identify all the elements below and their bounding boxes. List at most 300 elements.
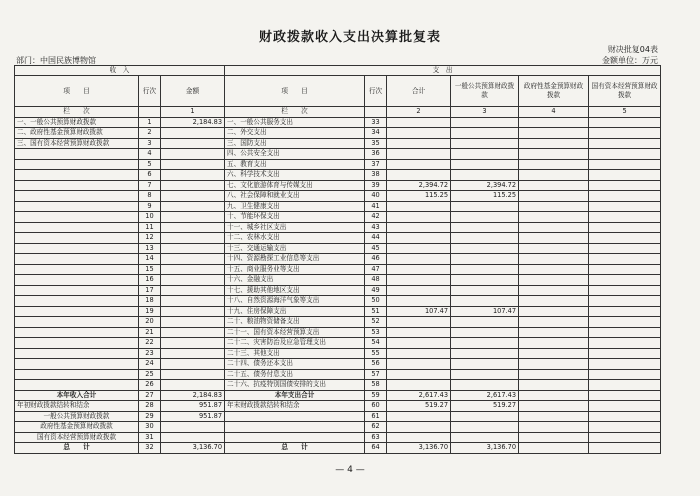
col-general-budget: 一般公共预算财政拨款 [451, 76, 519, 107]
expense-total-cell: 107.47 [387, 306, 451, 317]
expense-state-cell [589, 149, 661, 160]
expense-general-cell: 115.25 [451, 191, 519, 202]
expense-fund-cell [519, 411, 589, 422]
income-amount-cell [161, 159, 225, 170]
expense-general-cell [451, 212, 519, 223]
income-amount-cell: 3,136.70 [161, 443, 225, 454]
expense-general-cell [451, 380, 519, 391]
income-item-cell [15, 149, 139, 160]
income-item-cell: 国有资本经营预算财政拨款 [15, 432, 139, 443]
income-item-cell: 总 计 [15, 443, 139, 454]
income-line-cell: 29 [139, 411, 161, 422]
expense-state-cell [589, 233, 661, 244]
income-item-cell [15, 201, 139, 212]
income-line-cell: 11 [139, 222, 161, 233]
expense-line-cell: 44 [365, 233, 387, 244]
income-amount-cell [161, 296, 225, 307]
income-item-cell: 二、政府性基金预算财政拨款 [15, 128, 139, 139]
income-item-cell [15, 254, 139, 265]
income-line-cell: 4 [139, 149, 161, 160]
expense-general-cell: 519.27 [451, 401, 519, 412]
income-item-cell [15, 306, 139, 317]
expense-general-cell [451, 170, 519, 181]
expense-item-cell: 九、卫生健康支出 [225, 201, 365, 212]
expense-item-cell: 十四、资源勘探工业信息等支出 [225, 254, 365, 265]
expense-general-cell: 3,136.70 [451, 443, 519, 454]
income-item-cell [15, 275, 139, 286]
expense-item-cell: 二十四、债务还本支出 [225, 359, 365, 370]
income-amount-cell [161, 369, 225, 380]
expense-general-cell: 2,394.72 [451, 180, 519, 191]
expense-state-cell [589, 170, 661, 181]
income-item-cell [15, 317, 139, 328]
expense-total-cell: 519.27 [387, 401, 451, 412]
index-c3: 3 [451, 107, 519, 118]
expense-total-cell [387, 432, 451, 443]
table-row [15, 359, 661, 370]
income-amount-cell [161, 243, 225, 254]
income-line-cell: 7 [139, 180, 161, 191]
income-line-cell: 32 [139, 443, 161, 454]
income-item-cell [15, 243, 139, 254]
expense-total-cell [387, 170, 451, 181]
income-item-cell [15, 359, 139, 370]
income-item-cell [15, 191, 139, 202]
expense-general-cell [451, 359, 519, 370]
income-item-cell [15, 380, 139, 391]
expense-item-cell: 五、教育支出 [225, 159, 365, 170]
expense-item-cell: 十二、农林水支出 [225, 233, 365, 244]
expense-item-cell: 总 计 [225, 443, 365, 454]
expense-line-cell: 59 [365, 390, 387, 401]
expense-item-cell: 二十三、其他支出 [225, 348, 365, 359]
income-item-cell [15, 348, 139, 359]
expense-fund-cell [519, 380, 589, 391]
expense-state-cell [589, 159, 661, 170]
income-line-cell: 21 [139, 327, 161, 338]
col-fund-budget: 政府性基金预算财政拨款 [519, 76, 589, 107]
expense-general-cell [451, 275, 519, 286]
col-income-line: 行次 [139, 76, 161, 107]
expense-general-cell [451, 201, 519, 212]
expense-fund-cell [519, 233, 589, 244]
table-row [15, 201, 661, 212]
income-item-cell [15, 222, 139, 233]
income-amount-cell [161, 422, 225, 433]
income-amount-cell [161, 212, 225, 223]
table-row [15, 380, 661, 391]
expense-total-cell [387, 117, 451, 128]
income-line-cell: 17 [139, 285, 161, 296]
expense-general-cell [451, 317, 519, 328]
expense-fund-cell [519, 275, 589, 286]
expense-fund-cell [519, 117, 589, 128]
table-row [15, 422, 661, 433]
table-row [15, 149, 661, 160]
expense-general-cell [451, 254, 519, 265]
form-code: 财决批复04表 [607, 45, 658, 54]
income-item-cell: 政府性基金预算财政拨款 [15, 422, 139, 433]
income-amount-cell: 2,184.83 [161, 390, 225, 401]
expense-line-cell: 40 [365, 191, 387, 202]
expense-total-cell: 3,136.70 [387, 443, 451, 454]
expense-state-cell [589, 212, 661, 223]
income-line-cell: 25 [139, 369, 161, 380]
expense-fund-cell [519, 222, 589, 233]
expense-item-cell: 十八、自然资源海洋气象等支出 [225, 296, 365, 307]
expense-item-cell: 年末财政拨款结转和结余 [225, 401, 365, 412]
expense-state-cell [589, 348, 661, 359]
expense-fund-cell [519, 201, 589, 212]
expense-item-cell: 二十六、抗疫特别国债安排的支出 [225, 380, 365, 391]
table-row [15, 285, 661, 296]
column-header-row [15, 76, 661, 107]
expense-fund-cell [519, 149, 589, 160]
expense-general-cell: 2,617.43 [451, 390, 519, 401]
department-label: 部门：中国民族博物馆 [16, 56, 96, 65]
table-row [15, 432, 661, 443]
expense-fund-cell [519, 369, 589, 380]
expense-general-cell [451, 128, 519, 139]
expense-general-cell [451, 264, 519, 275]
expense-item-cell: 二十、粮油物资储备支出 [225, 317, 365, 328]
expense-fund-cell [519, 443, 589, 454]
income-item-cell [15, 212, 139, 223]
expense-state-cell [589, 317, 661, 328]
expense-general-cell [451, 149, 519, 160]
expense-line-cell: 60 [365, 401, 387, 412]
income-item-cell: 一、一般公共预算财政拨款 [15, 117, 139, 128]
expense-total-cell [387, 201, 451, 212]
income-item-cell: 三、国有资本经营预算财政拨款 [15, 138, 139, 149]
expense-line-cell: 49 [365, 285, 387, 296]
expense-fund-cell [519, 296, 589, 307]
unit-label: 金额单位：万元 [602, 56, 658, 65]
income-item-cell [15, 264, 139, 275]
index-c5: 5 [589, 107, 661, 118]
expense-item-cell: 十五、商业服务业等支出 [225, 264, 365, 275]
table-row [15, 180, 661, 191]
income-amount-cell: 951.87 [161, 411, 225, 422]
expense-state-cell [589, 338, 661, 349]
expense-item-cell: 十三、交通运输支出 [225, 243, 365, 254]
table-row [15, 233, 661, 244]
expense-fund-cell [519, 254, 589, 265]
table-row [15, 264, 661, 275]
income-item-cell: 本年收入合计 [15, 390, 139, 401]
expense-general-cell [451, 243, 519, 254]
income-amount-cell: 2,184.83 [161, 117, 225, 128]
table-row [15, 191, 661, 202]
expense-general-cell [451, 117, 519, 128]
income-line-cell: 31 [139, 432, 161, 443]
expense-total-cell [387, 138, 451, 149]
expense-line-cell: 58 [365, 380, 387, 391]
expense-line-cell: 53 [365, 327, 387, 338]
income-amount-cell [161, 149, 225, 160]
expense-line-cell: 37 [365, 159, 387, 170]
expense-line-cell: 64 [365, 443, 387, 454]
expense-line-cell: 55 [365, 348, 387, 359]
expense-state-cell [589, 285, 661, 296]
page-title: 财政拨款收入支出决算批复表 [258, 30, 441, 45]
income-amount-cell [161, 170, 225, 181]
expense-state-cell [589, 306, 661, 317]
page-number: — 4 — [335, 465, 365, 475]
expense-state-cell [589, 369, 661, 380]
table-row [15, 128, 661, 139]
income-line-cell: 8 [139, 191, 161, 202]
income-item-cell [15, 285, 139, 296]
expense-state-cell [589, 201, 661, 212]
income-line-cell: 9 [139, 201, 161, 212]
income-line-cell: 6 [139, 170, 161, 181]
income-line-cell: 15 [139, 264, 161, 275]
expense-line-cell: 62 [365, 422, 387, 433]
income-amount-cell [161, 380, 225, 391]
expense-general-cell [451, 222, 519, 233]
expense-total-cell [387, 285, 451, 296]
expense-total-cell [387, 149, 451, 160]
expense-state-cell [589, 296, 661, 307]
expense-total-cell [387, 222, 451, 233]
expense-total-cell [387, 233, 451, 244]
expense-total-cell [387, 159, 451, 170]
income-line-cell: 14 [139, 254, 161, 265]
income-line-cell: 5 [139, 159, 161, 170]
expense-fund-cell [519, 180, 589, 191]
expense-item-cell [225, 411, 365, 422]
expense-state-cell [589, 117, 661, 128]
income-amount-cell: 951.87 [161, 401, 225, 412]
income-line-cell: 30 [139, 422, 161, 433]
expense-line-cell: 48 [365, 275, 387, 286]
expense-state-cell [589, 191, 661, 202]
expense-line-cell: 38 [365, 170, 387, 181]
income-line-cell: 27 [139, 390, 161, 401]
income-line-cell: 16 [139, 275, 161, 286]
income-line-cell: 2 [139, 128, 161, 139]
expense-item-cell: 十六、金融支出 [225, 275, 365, 286]
table-row [15, 222, 661, 233]
expense-total-cell: 2,394.72 [387, 180, 451, 191]
income-line-cell: 19 [139, 306, 161, 317]
table-row [15, 390, 661, 401]
expense-item-cell: 二、外交支出 [225, 128, 365, 139]
expense-fund-cell [519, 264, 589, 275]
expense-line-cell: 34 [365, 128, 387, 139]
expense-line-cell: 43 [365, 222, 387, 233]
income-amount-cell [161, 338, 225, 349]
income-amount-cell [161, 306, 225, 317]
expense-item-cell: 七、文化旅游体育与传媒支出 [225, 180, 365, 191]
expense-item-cell [225, 432, 365, 443]
expense-total-cell [387, 254, 451, 265]
expense-fund-cell [519, 306, 589, 317]
expense-item-cell: 十一、城乡社区支出 [225, 222, 365, 233]
table-row [15, 170, 661, 181]
expense-general-cell [451, 422, 519, 433]
expense-general-cell [451, 411, 519, 422]
expense-general-cell [451, 327, 519, 338]
expense-fund-cell [519, 138, 589, 149]
expense-item-cell: 二十五、债务付息支出 [225, 369, 365, 380]
col-total: 合计 [387, 76, 451, 107]
income-amount-cell [161, 285, 225, 296]
expense-general-cell: 107.47 [451, 306, 519, 317]
expense-fund-cell [519, 390, 589, 401]
index-row [15, 107, 661, 118]
expense-fund-cell [519, 212, 589, 223]
table-row [15, 243, 661, 254]
expense-fund-cell [519, 432, 589, 443]
income-amount-cell [161, 128, 225, 139]
income-item-cell: 一般公共预算财政拨款 [15, 411, 139, 422]
income-item-cell [15, 369, 139, 380]
expense-item-cell: 一、一般公共服务支出 [225, 117, 365, 128]
table-row [15, 159, 661, 170]
expense-fund-cell [519, 243, 589, 254]
expense-state-cell [589, 243, 661, 254]
expense-general-cell [451, 432, 519, 443]
income-line-cell: 22 [139, 338, 161, 349]
expense-fund-cell [519, 422, 589, 433]
expense-line-cell: 56 [365, 359, 387, 370]
col-expense-item: 项 目 [225, 76, 365, 107]
expense-item-cell: 十九、住房保障支出 [225, 306, 365, 317]
table-row [15, 338, 661, 349]
expense-state-cell [589, 275, 661, 286]
expense-general-cell [451, 138, 519, 149]
expense-fund-cell [519, 191, 589, 202]
expense-state-cell [589, 128, 661, 139]
income-amount-cell [161, 317, 225, 328]
income-amount-cell [161, 138, 225, 149]
income-amount-cell [161, 201, 225, 212]
expense-state-cell [589, 264, 661, 275]
expense-total-cell [387, 380, 451, 391]
expense-total-cell [387, 348, 451, 359]
expense-line-cell: 36 [365, 149, 387, 160]
income-header: 收 入 [15, 66, 225, 76]
expense-item-cell: 十七、援助其他地区支出 [225, 285, 365, 296]
expense-state-cell [589, 254, 661, 265]
income-line-cell: 28 [139, 401, 161, 412]
expense-line-cell: 45 [365, 243, 387, 254]
expense-line-cell: 61 [365, 411, 387, 422]
expense-line-cell: 63 [365, 432, 387, 443]
expense-fund-cell [519, 285, 589, 296]
budget-table [14, 65, 661, 454]
expense-general-cell [451, 348, 519, 359]
expense-item-cell: 二十二、灾害防治及应急管理支出 [225, 338, 365, 349]
expense-line-cell: 57 [365, 369, 387, 380]
expense-item-cell: 二十一、国有资本经营预算支出 [225, 327, 365, 338]
expense-item-cell: 四、公共安全支出 [225, 149, 365, 160]
index-amount: 1 [161, 107, 225, 118]
income-line-cell: 20 [139, 317, 161, 328]
expense-fund-cell [519, 338, 589, 349]
expense-line-cell: 46 [365, 254, 387, 265]
income-amount-cell [161, 348, 225, 359]
income-amount-cell [161, 432, 225, 443]
expense-general-cell [451, 369, 519, 380]
table-row [15, 117, 661, 128]
table-row [15, 212, 661, 223]
section-header-row [15, 66, 661, 76]
table-row [15, 317, 661, 328]
income-amount-cell [161, 264, 225, 275]
expense-state-cell [589, 327, 661, 338]
expense-total-cell [387, 411, 451, 422]
expense-total-cell [387, 296, 451, 307]
table-row [15, 369, 661, 380]
expense-item-cell: 三、国防支出 [225, 138, 365, 149]
income-item-cell [15, 327, 139, 338]
income-line-cell: 12 [139, 233, 161, 244]
col-income-item: 项 目 [15, 76, 139, 107]
table-row [15, 275, 661, 286]
expense-general-cell [451, 285, 519, 296]
expense-item-cell: 本年支出合计 [225, 390, 365, 401]
expense-line-cell: 42 [365, 212, 387, 223]
income-line-cell: 23 [139, 348, 161, 359]
index-c4: 4 [519, 107, 589, 118]
expense-fund-cell [519, 317, 589, 328]
expense-total-cell [387, 317, 451, 328]
expense-line-cell: 33 [365, 117, 387, 128]
income-item-cell [15, 296, 139, 307]
expense-state-cell [589, 432, 661, 443]
col-state-capital: 国有资本经营预算财政拨款 [589, 76, 661, 107]
expense-state-cell [589, 443, 661, 454]
expense-total-cell [387, 359, 451, 370]
index-exp-label: 栏 次 [225, 107, 365, 118]
income-line-cell: 3 [139, 138, 161, 149]
table-row [15, 138, 661, 149]
table-row [15, 306, 661, 317]
expense-state-cell [589, 390, 661, 401]
expense-item-cell: 十、节能环保支出 [225, 212, 365, 223]
income-line-cell: 1 [139, 117, 161, 128]
expense-total-cell [387, 338, 451, 349]
expense-fund-cell [519, 327, 589, 338]
expense-total-cell [387, 128, 451, 139]
expense-fund-cell [519, 359, 589, 370]
income-item-cell [15, 338, 139, 349]
income-amount-cell [161, 233, 225, 244]
expense-state-cell [589, 359, 661, 370]
index-label: 栏 次 [15, 107, 139, 118]
expense-state-cell [589, 380, 661, 391]
expense-total-cell [387, 422, 451, 433]
expense-line-cell: 50 [365, 296, 387, 307]
income-line-cell: 24 [139, 359, 161, 370]
income-amount-cell [161, 275, 225, 286]
table-row [15, 254, 661, 265]
index-c2: 2 [387, 107, 451, 118]
expense-total-cell: 115.25 [387, 191, 451, 202]
col-expense-line: 行次 [365, 76, 387, 107]
table-row [15, 401, 661, 412]
expense-fund-cell [519, 348, 589, 359]
income-item-cell [15, 159, 139, 170]
index-exp-line [365, 107, 387, 118]
expense-header: 支 出 [225, 66, 661, 76]
index-line [139, 107, 161, 118]
expense-total-cell [387, 369, 451, 380]
expense-state-cell [589, 422, 661, 433]
